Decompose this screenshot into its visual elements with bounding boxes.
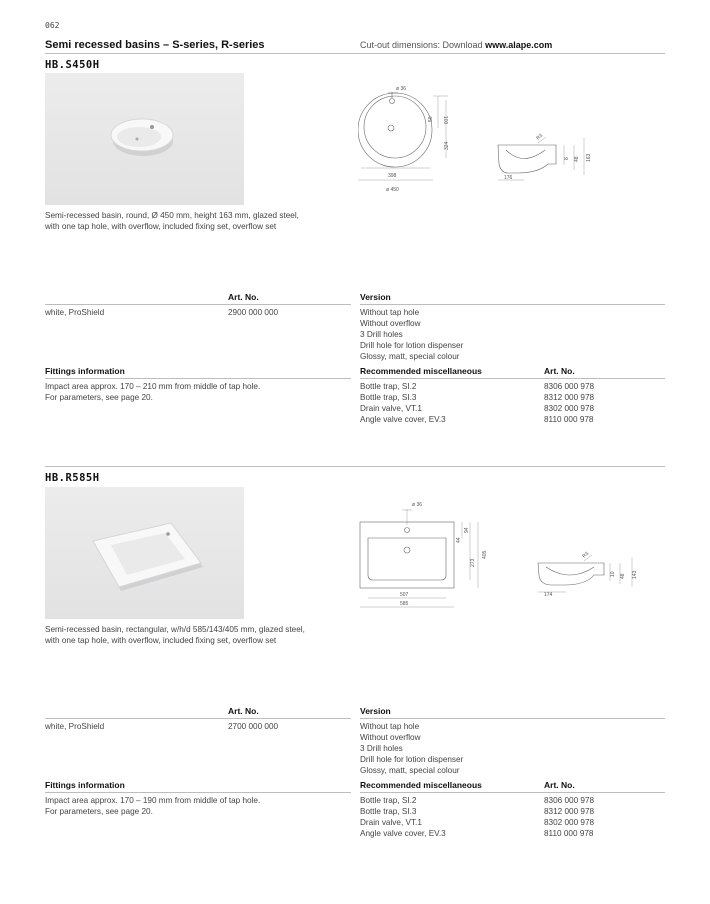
dim-585: 585 (400, 601, 409, 607)
product-code: HB.S450H (45, 59, 100, 71)
version-list (360, 307, 463, 362)
order-rule (45, 718, 351, 719)
dim-48: 48 (574, 156, 580, 162)
dim-273: 273 (470, 558, 476, 567)
fittings-line: For parameters, see page 20. (45, 807, 153, 816)
art-number: 2900 000 000 (228, 308, 279, 317)
product-description (45, 624, 305, 646)
version-item: 3 Drill holes (360, 330, 403, 339)
fittings-text (45, 381, 260, 403)
dim-radius: R3 (581, 550, 591, 560)
misc-arts (544, 381, 594, 425)
misc-item: Drain valve, VT.1 (360, 404, 422, 413)
version-item: 3 Drill holes (360, 744, 403, 753)
round-basin-drawing (358, 80, 618, 200)
misc-header: Recommended miscellaneous (360, 366, 482, 376)
fittings-rule (45, 378, 351, 379)
variant-label: white, ProShield (45, 308, 105, 317)
misc-item: Bottle trap, SI.3 (360, 807, 417, 816)
fittings-text (45, 795, 260, 817)
misc-item: Bottle trap, SI.2 (360, 796, 417, 805)
dim-324: 324 (444, 141, 450, 150)
dim-8: 8 (564, 157, 570, 160)
misc-item: Bottle trap, SI.3 (360, 393, 417, 402)
cutout-link[interactable]: www.alape.com (485, 40, 553, 50)
misc-art-header: Art. No. (544, 366, 575, 376)
misc-names (360, 381, 446, 425)
fittings-header: Fittings information (45, 780, 125, 790)
dim-tap: ø 36 (396, 86, 407, 92)
fittings-line: For parameters, see page 20. (45, 393, 153, 402)
rect-basin-drawing (358, 497, 658, 617)
description-line: with one tap hole, with overflow, included fixing set, overflow set (45, 222, 277, 231)
version-rule (360, 304, 665, 305)
rect-basin-image (45, 487, 244, 619)
dim-radius: R3 (535, 132, 545, 142)
misc-item: Bottle trap, SI.2 (360, 382, 417, 391)
dim-10: 10 (610, 571, 616, 577)
dim-143: 143 (632, 570, 638, 579)
fittings-line: Impact area approx. 170 – 190 mm from middle of tap hole. (45, 796, 261, 805)
misc-art: 8302 000 978 (544, 404, 595, 413)
fittings-rule (45, 792, 351, 793)
version-item: Drill hole for lotion dispenser (360, 341, 464, 350)
dim-507: 507 (400, 592, 409, 598)
dim-50: 50 (428, 116, 434, 122)
technical-drawing (358, 80, 618, 205)
dim-44: 44 (456, 537, 462, 543)
cutout-note (360, 40, 552, 50)
fittings-header: Fittings information (45, 366, 125, 376)
misc-rule (360, 792, 665, 793)
dim-450: ø 450 (386, 187, 399, 193)
misc-art: 8312 000 978 (544, 393, 595, 402)
product-code: HB.R585H (45, 472, 100, 484)
variant-label: white, ProShield (45, 722, 105, 731)
description-line: Semi-recessed basin, round, Ø 450 mm, height 163 mm, glazed steel, (45, 211, 299, 220)
art-number: 2700 000 000 (228, 722, 279, 731)
product-photo (45, 487, 244, 619)
art-no-header: Art. No. (228, 706, 259, 716)
misc-item: Angle valve cover, EV.3 (360, 829, 446, 838)
technical-drawing (358, 497, 658, 622)
description-line: Semi-recessed basin, rectangular, w/h/d 585/143/405 mm, glazed steel, (45, 625, 305, 634)
misc-art: 8312 000 978 (544, 807, 595, 816)
dim-398: 398 (388, 173, 397, 179)
product-photo (45, 73, 244, 205)
version-item: Glossy, matt, special colour (360, 352, 460, 361)
version-list (360, 721, 463, 776)
fittings-line: Impact area approx. 170 – 210 mm from middle of tap hole. (45, 382, 261, 391)
version-item: Without overflow (360, 319, 421, 328)
misc-art: 8110 000 978 (544, 829, 594, 838)
version-item: Without overflow (360, 733, 421, 742)
version-rule (360, 718, 665, 719)
version-item: Without tap hole (360, 722, 420, 731)
title-rule (45, 53, 665, 54)
misc-item: Drain valve, VT.1 (360, 818, 422, 827)
product-description (45, 210, 299, 232)
misc-art: 8306 000 978 (544, 382, 595, 391)
misc-item: Angle valve cover, EV.3 (360, 415, 446, 424)
dim-163: 163 (586, 153, 592, 162)
description-line: with one tap hole, with overflow, included fixing set, overflow set (45, 636, 277, 645)
dim-100: 100 (442, 116, 448, 125)
dim-174: 174 (544, 592, 553, 598)
version-item: Without tap hole (360, 308, 420, 317)
misc-art: 8302 000 978 (544, 818, 595, 827)
misc-art-header: Art. No. (544, 780, 575, 790)
dim-405: 405 (482, 550, 488, 559)
misc-art: 8110 000 978 (544, 415, 594, 424)
round-basin-image (45, 73, 244, 205)
order-rule (45, 304, 351, 305)
page-number: 062 (45, 21, 60, 30)
dim-176: 176 (504, 175, 513, 181)
dim-tap: ø 36 (412, 502, 423, 508)
misc-art: 8306 000 978 (544, 796, 595, 805)
misc-rule (360, 378, 665, 379)
version-item: Drill hole for lotion dispenser (360, 755, 464, 764)
page-title: Semi recessed basins – S-series, R-series (45, 39, 265, 51)
dim-48: 48 (620, 573, 626, 579)
version-item: Glossy, matt, special colour (360, 766, 460, 775)
cutout-text: Cut-out dimensions: Download (360, 40, 486, 50)
version-header: Version (360, 292, 391, 302)
section-rule (45, 466, 665, 467)
misc-header: Recommended miscellaneous (360, 780, 482, 790)
misc-names (360, 795, 446, 839)
version-header: Version (360, 706, 391, 716)
misc-arts (544, 795, 594, 839)
art-no-header: Art. No. (228, 292, 259, 302)
dim-94: 94 (464, 527, 470, 533)
